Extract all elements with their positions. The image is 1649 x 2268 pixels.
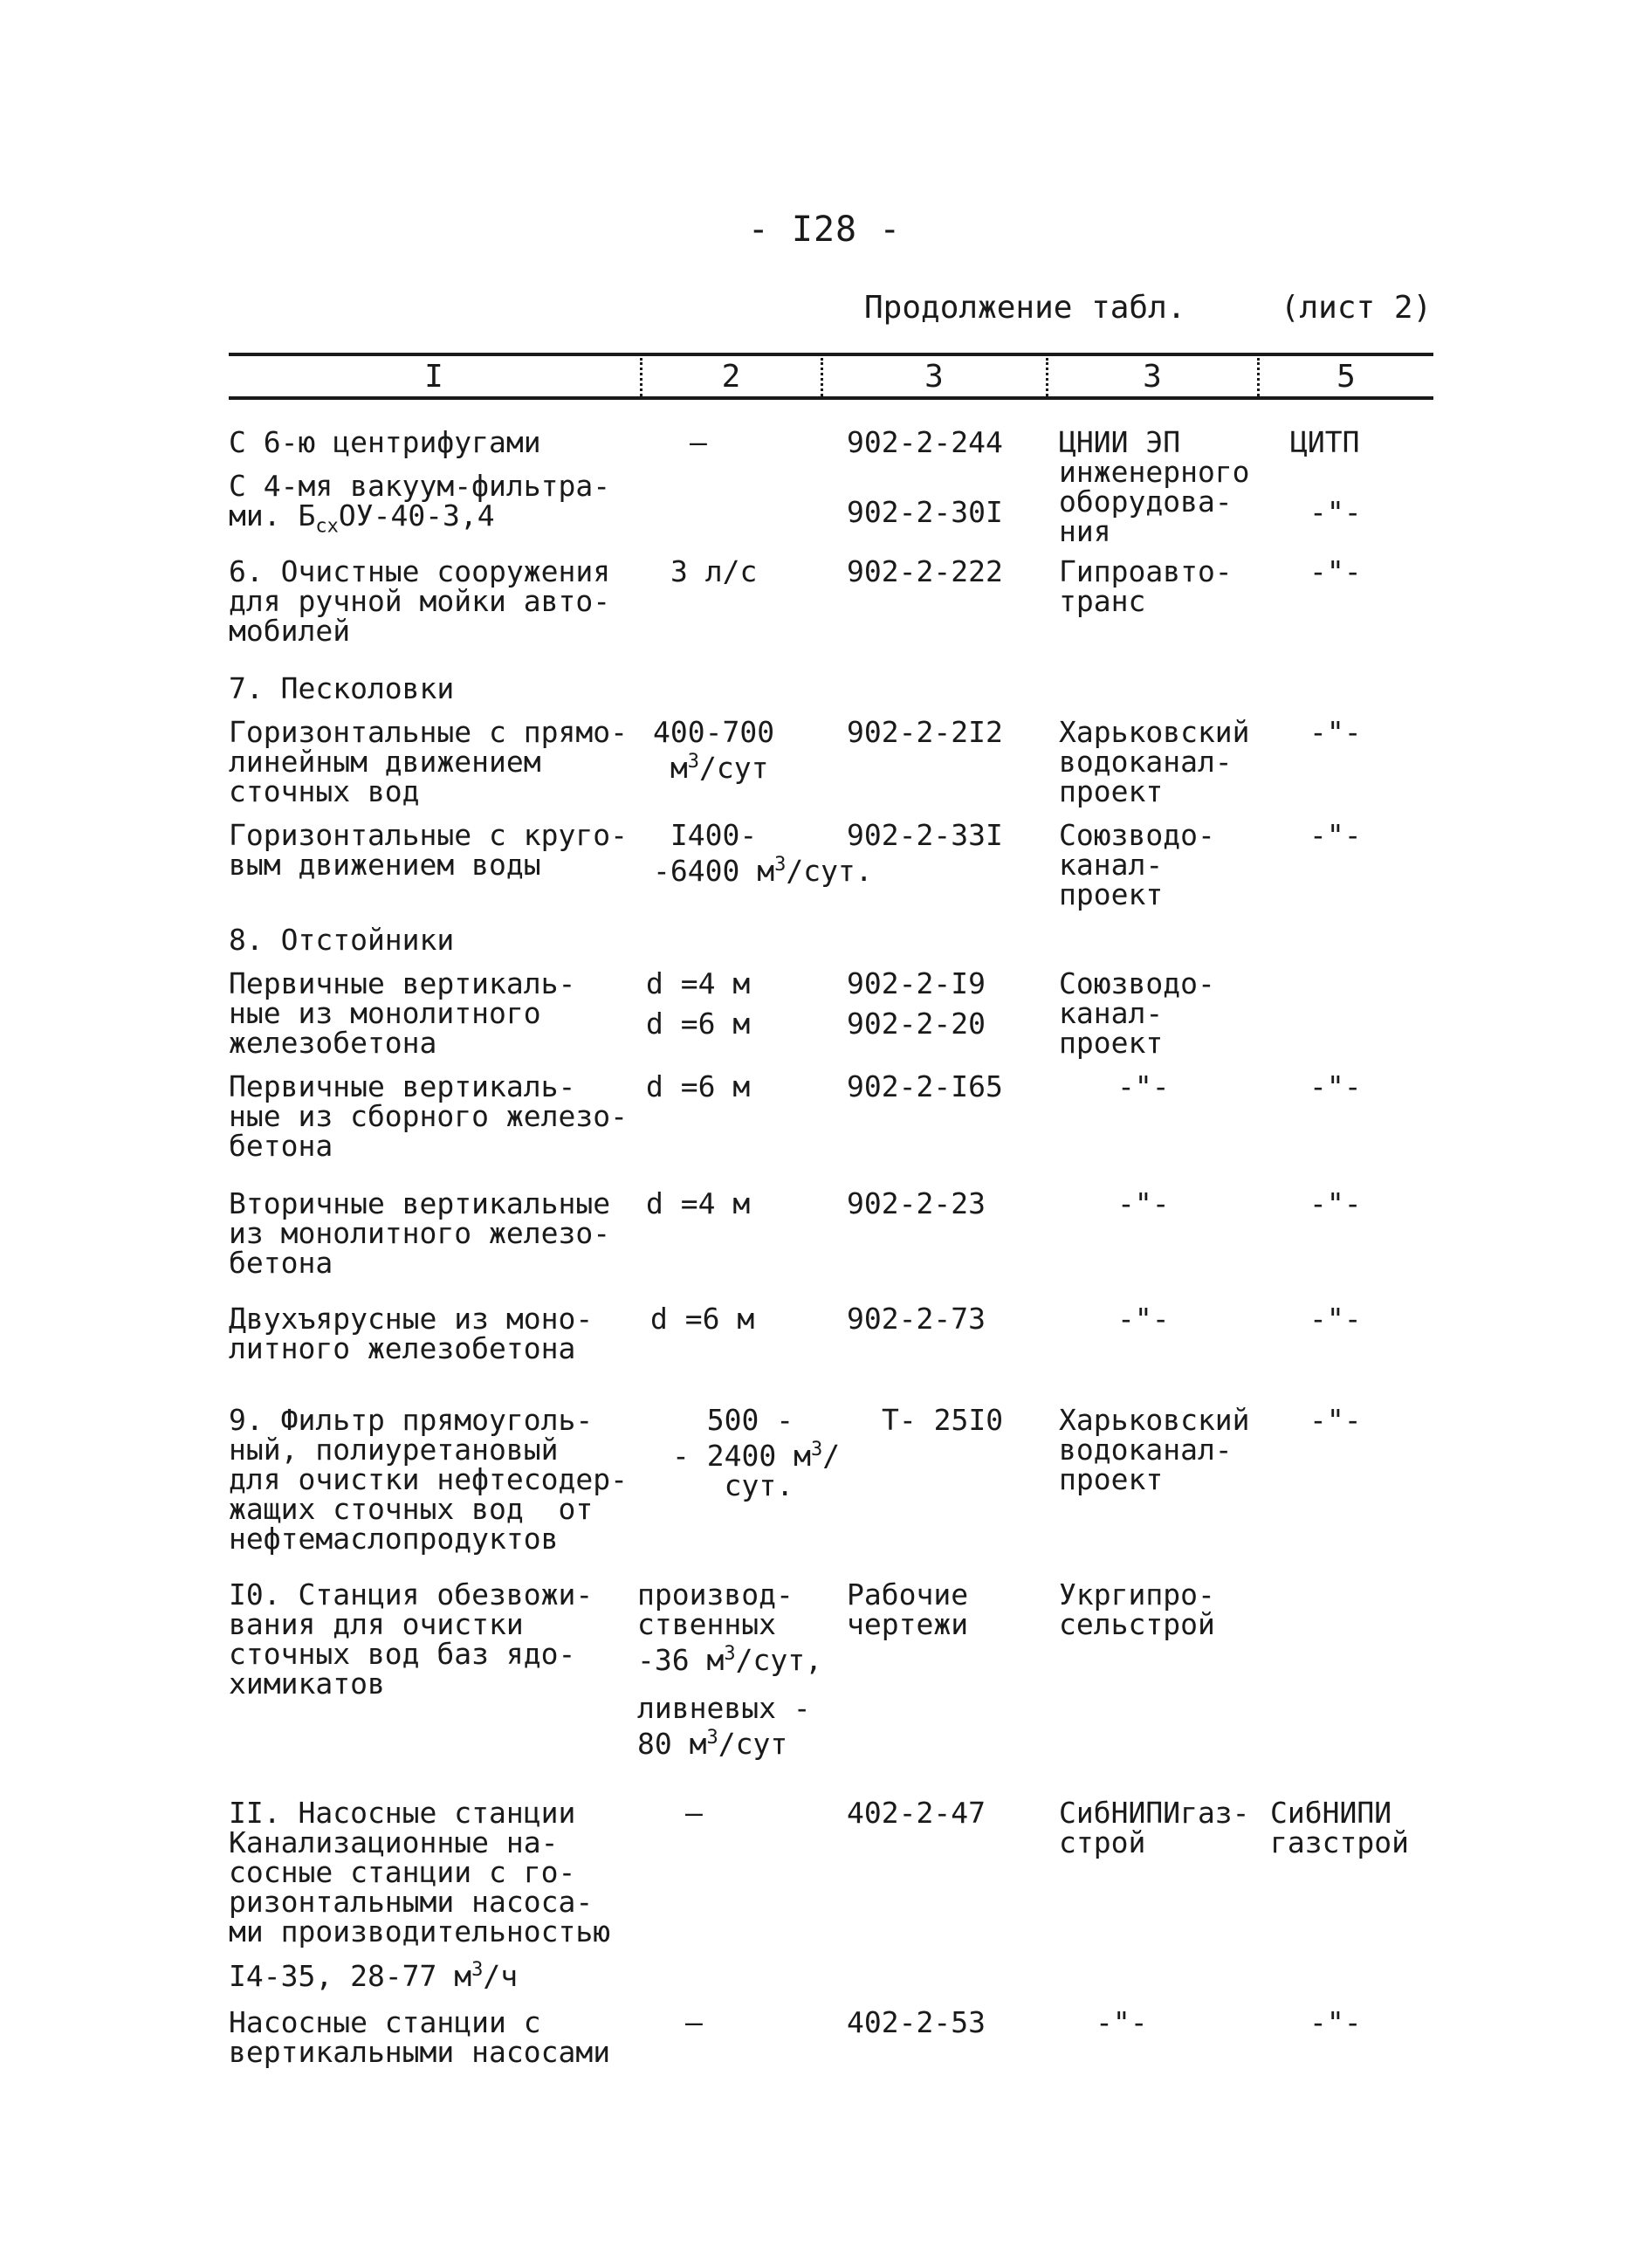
row-5-project: 902-2-2I2: [847, 715, 1003, 749]
column-header-3: 3: [924, 359, 944, 395]
column-header-1: I: [424, 359, 443, 395]
row-13-name: I0. Станция обезвожи- вания для очистки сточных вод баз ядо- химикатов: [229, 1577, 594, 1701]
row-8-project-a: 902-2-I9: [847, 966, 986, 1000]
section-heading-sand-traps: 7. Песколовки: [229, 671, 455, 705]
row-8-name: Первичные вертикаль- ные из монолитного железобетона: [229, 966, 576, 1060]
row-2-distributor: -"-: [1309, 495, 1362, 529]
column-header-5: 5: [1336, 359, 1356, 395]
row-9-project: 902-2-I65: [847, 1069, 1003, 1103]
row-3-name: 6. Очистные сооружения для ручной мойки авто- мобилей: [229, 554, 611, 648]
page-number: - I28 -: [747, 210, 902, 250]
row-10-author: -"-: [1117, 1186, 1170, 1220]
row-6-author: Союзводо- канал- проект: [1059, 818, 1215, 911]
row-12-author: Харьковский водоканал- проект: [1059, 1403, 1250, 1496]
row-6-capacity: I400- -6400 $м^3$/сут.: [653, 818, 873, 888]
row-9-distributor: -"-: [1309, 1069, 1362, 1103]
table-header-rule: [229, 396, 1433, 400]
row-3-project: 902-2-222: [847, 554, 1003, 588]
row-10-distributor: -"-: [1309, 1186, 1362, 1220]
row-13-capacity-storm: ливневых - 80 $м^3$/сут: [637, 1691, 811, 1761]
row-14-capacity-line: I4-35, 28-77 $м^3/ч$: [229, 1959, 519, 1993]
section-heading-settlers: 8. Отстойники: [229, 923, 455, 957]
row-3-capacity: 3 л/с: [670, 554, 758, 588]
table-continuation-caption: Продолжение табл. (лист 2): [864, 290, 1433, 326]
row-13-project: Рабочие чертежи: [847, 1577, 969, 1641]
row-15-distributor: -"-: [1309, 2005, 1362, 2039]
row-9-name: Первичные вертикаль- ные из сборного железо- бетона: [229, 1069, 628, 1163]
row-14-project: 402-2-47: [847, 1796, 986, 1830]
row-1-project: 902-2-244: [847, 425, 1003, 459]
row-14-capacity: —: [685, 1796, 703, 1830]
row-10-capacity: d =4 м: [646, 1186, 751, 1220]
row-2-project: 902-2-30I: [847, 495, 1003, 529]
row-15-author: -"-: [1096, 2005, 1148, 2039]
row-12-capacity: 500 - - 2400 $м^3/$ сут.: [672, 1403, 841, 1502]
row-15-name: Насосные станции с вертикальными насосами: [229, 2005, 611, 2069]
row-14-name: II. Насосные станции Канализационные на- сосные станции с го- ризонтальными насоса- ми производительностью: [229, 1796, 611, 1948]
row-8-author: Союзводо- канал- проект: [1059, 966, 1215, 1060]
row-14-author: СибНИПИгаз- строй: [1059, 1796, 1250, 1859]
column-header-2: 2: [721, 359, 741, 395]
row-5-distributor: -"-: [1309, 715, 1362, 749]
row-11-project: 902-2-73: [847, 1302, 986, 1336]
row-15-capacity: —: [685, 2005, 703, 2039]
row-2-name: С 4-мя вакуум-фильтра- ми. $Б_{сх}ОУ-40-3,4$: [229, 469, 611, 538]
row-12-name: 9. Фильтр прямоуголь- ный, полиуретановый для очистки нефтесодер- жащих сточных вод от нефтемаслопродуктов: [229, 1403, 628, 1556]
row-11-author: -"-: [1117, 1302, 1170, 1336]
row-1-name: С 6-ю центрифугами: [229, 425, 541, 459]
row-9-author: -"-: [1117, 1069, 1170, 1103]
row-5-author: Харьковский водоканал- проект: [1059, 715, 1250, 808]
row-8-capacity-b: d =6 м: [646, 1007, 751, 1041]
row-10-project: 902-2-23: [847, 1186, 986, 1220]
row-6-name: Горизонтальные с круго- вым движением воды: [229, 818, 628, 882]
row-11-name: Двухъярусные из моно- литного железобетона: [229, 1302, 594, 1365]
row-11-distributor: -"-: [1309, 1302, 1362, 1336]
row-11-capacity: d =6 м: [650, 1302, 755, 1336]
row-1-capacity: —: [690, 425, 707, 459]
row-1-distributor: ЦИТП: [1290, 425, 1360, 459]
row-12-distributor: -"-: [1309, 1403, 1362, 1437]
row-8-project-b: 902-2-20: [847, 1007, 986, 1041]
row-14-distributor: СибНИПИ газстрой: [1270, 1796, 1409, 1859]
row-12-project: Т- 25I0: [882, 1403, 1004, 1437]
row-8-capacity-a: d =4 м: [646, 966, 751, 1000]
row-5-name: Горизонтальные с прямо- линейным движением сточных вод: [229, 715, 628, 808]
row-10-name: Вторичные вертикальные из монолитного железо- бетона: [229, 1186, 611, 1280]
row-6-distributor: -"-: [1309, 818, 1362, 852]
column-header-4: 3: [1143, 359, 1162, 395]
row-1-author: ЦНИИ ЭП инженерного оборудова- ния: [1059, 425, 1250, 548]
row-13-author: Укргипро- сельстрой: [1059, 1577, 1215, 1641]
row-13-capacity: производ- ственных -36 $м^3$/сут,: [637, 1577, 822, 1677]
row-6-project: 902-2-33I: [847, 818, 1003, 852]
row-3-distributor: -"-: [1309, 554, 1362, 588]
row-5-capacity: 400-700 $м^3$/сут: [653, 715, 775, 785]
row-15-project: 402-2-53: [847, 2005, 986, 2039]
table-top-rule: [229, 353, 1433, 356]
row-9-capacity: d =6 м: [646, 1069, 751, 1103]
row-3-author: Гипроавто- транс: [1059, 554, 1233, 618]
